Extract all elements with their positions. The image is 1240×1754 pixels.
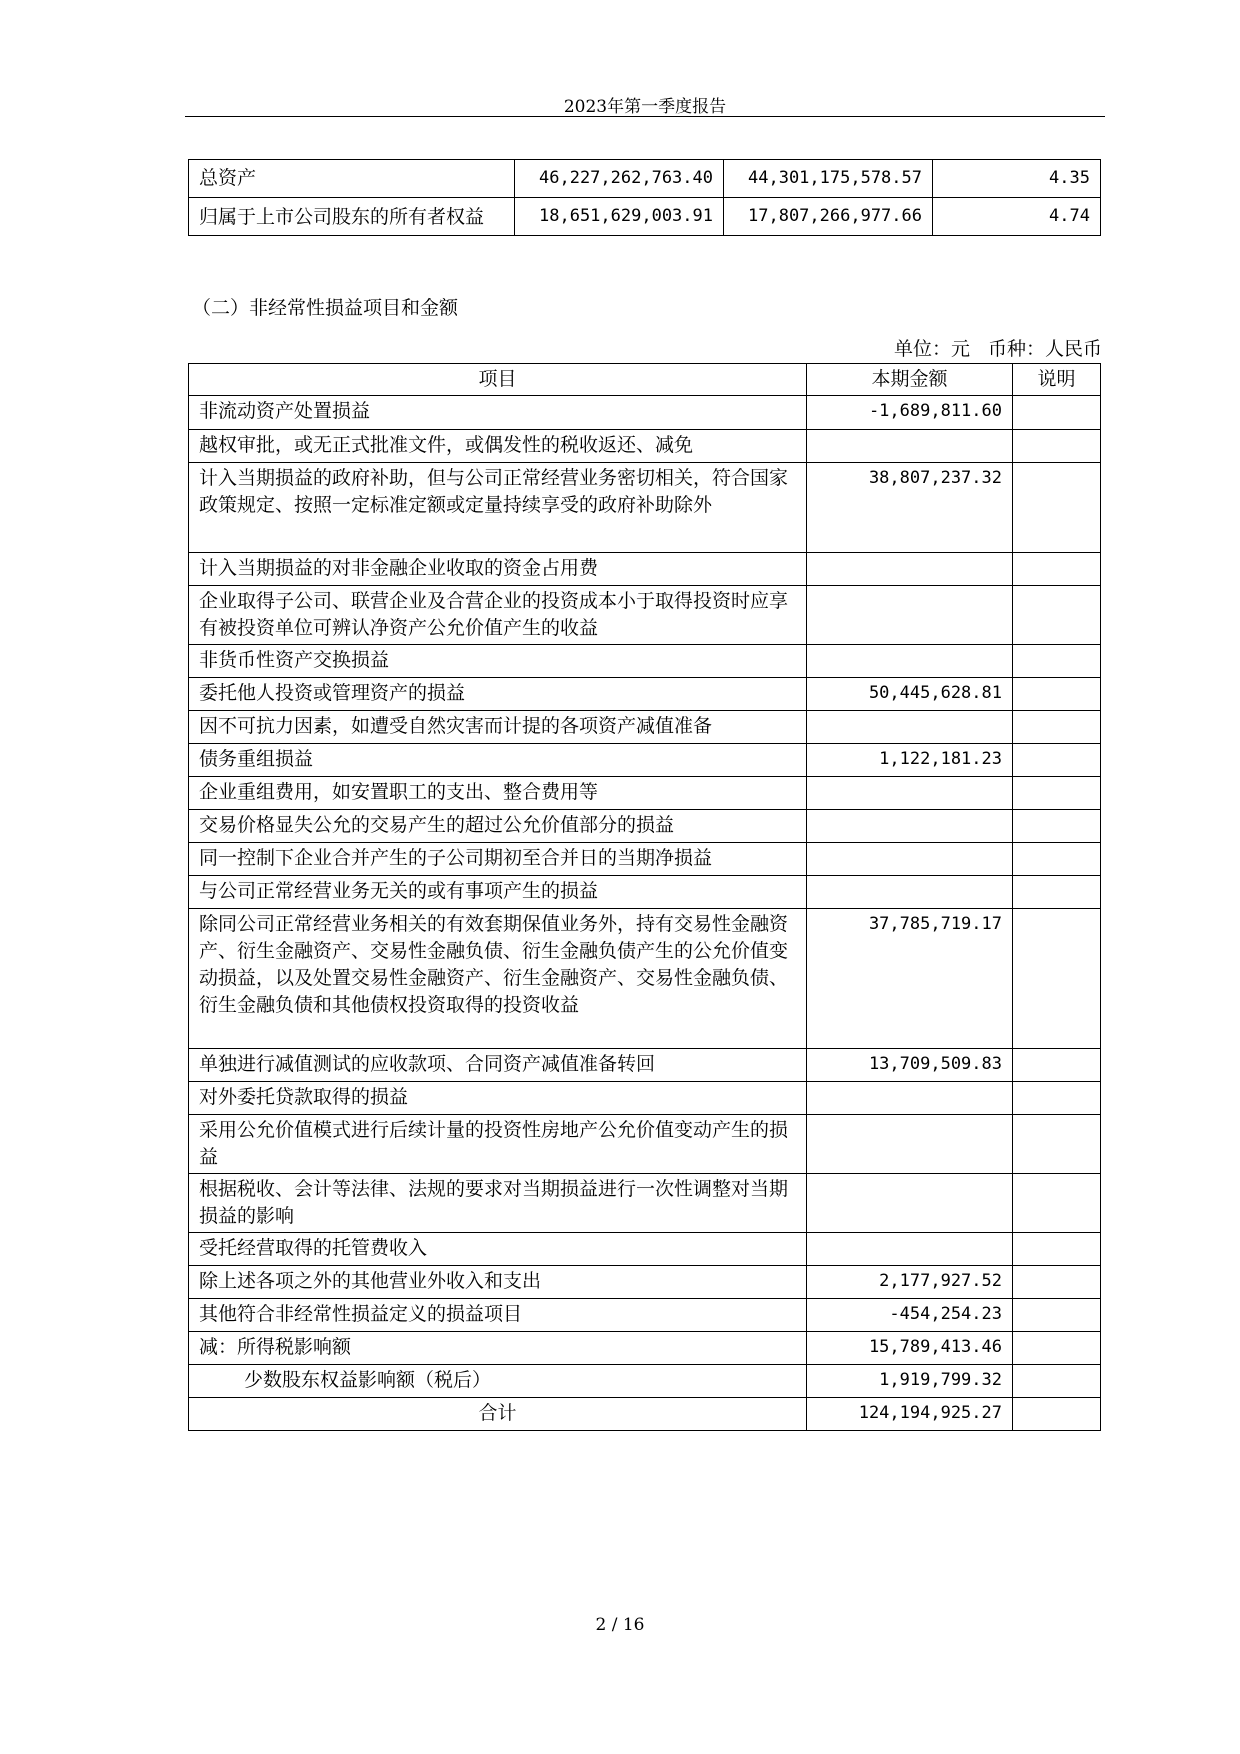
item-cell: 与公司正常经营业务无关的或有事项产生的损益	[189, 876, 807, 909]
table-row	[189, 876, 1101, 909]
note-cell	[1013, 553, 1101, 586]
currency-label: 币种：人民币	[987, 338, 1102, 360]
item-cell: 合计	[189, 1398, 807, 1431]
table-row	[189, 1266, 1101, 1299]
change-percent: 4.74	[933, 198, 1101, 236]
item-cell: 计入当期损益的对非金融企业收取的资金占用费	[189, 553, 807, 586]
table-row	[189, 1299, 1101, 1332]
non-recurring-gains-table	[188, 363, 1101, 1431]
table-row	[189, 430, 1101, 463]
page-header-title: 2023年第一季度报告	[563, 97, 727, 117]
amount-cell	[807, 843, 1013, 876]
table-row	[189, 810, 1101, 843]
section-title: （二）非经常性损益项目和金额	[192, 297, 459, 319]
amount-cell: 37,785,719.17	[807, 909, 1013, 1049]
item-cell: 少数股东权益影响额（税后）	[189, 1365, 807, 1398]
table-header-row	[189, 364, 1101, 396]
table-row	[189, 586, 1101, 645]
header-item: 项目	[189, 364, 807, 396]
note-cell	[1013, 744, 1101, 777]
amount-cell: 1,122,181.23	[807, 744, 1013, 777]
note-cell	[1013, 810, 1101, 843]
amount-cell	[807, 1233, 1013, 1266]
table-row	[189, 1398, 1101, 1431]
table-row	[189, 1049, 1101, 1082]
table-row	[189, 1115, 1101, 1174]
table-row	[189, 777, 1101, 810]
amount-cell: 1,919,799.32	[807, 1365, 1013, 1398]
amount-cell: 50,445,628.81	[807, 678, 1013, 711]
item-cell: 非货币性资产交换损益	[189, 645, 807, 678]
amount-cell	[807, 711, 1013, 744]
table-row	[189, 396, 1101, 430]
table-row	[189, 678, 1101, 711]
note-cell	[1013, 1398, 1101, 1431]
amount-cell	[807, 586, 1013, 645]
current-period-value: 46,227,262,763.40	[515, 160, 724, 198]
item-cell: 单独进行减值测试的应收款项、合同资产减值准备转回	[189, 1049, 807, 1082]
note-cell	[1013, 777, 1101, 810]
amount-cell	[807, 645, 1013, 678]
amount-cell	[807, 553, 1013, 586]
note-cell	[1013, 1049, 1101, 1082]
item-cell: 债务重组损益	[189, 744, 807, 777]
table-row	[189, 463, 1101, 553]
amount-cell: -454,254.23	[807, 1299, 1013, 1332]
item-cell: 其他符合非经常性损益定义的损益项目	[189, 1299, 807, 1332]
item-cell: 同一控制下企业合并产生的子公司期初至合并日的当期净损益	[189, 843, 807, 876]
note-cell	[1013, 1365, 1101, 1398]
table-row	[189, 1365, 1101, 1398]
amount-cell: 15,789,413.46	[807, 1332, 1013, 1365]
table-row	[189, 198, 1101, 236]
amount-cell: 124,194,925.27	[807, 1398, 1013, 1431]
item-cell: 计入当期损益的政府补助，但与公司正常经营业务密切相关，符合国家政策规定、按照一定标准定额或定量持续享受的政府补助除外	[189, 463, 807, 553]
page-number: 2 / 16	[595, 1615, 645, 1635]
item-cell: 越权审批，或无正式批准文件，或偶发性的税收返还、减免	[189, 430, 807, 463]
note-cell	[1013, 645, 1101, 678]
header-amount: 本期金额	[807, 364, 1013, 396]
amount-cell: 2,177,927.52	[807, 1266, 1013, 1299]
table-row	[189, 1233, 1101, 1266]
item-cell: 企业取得子公司、联营企业及合营企业的投资成本小于取得投资时应享有被投资单位可辨认净资产公允价值产生的收益	[189, 586, 807, 645]
amount-cell	[807, 777, 1013, 810]
item-cell: 因不可抗力因素，如遭受自然灾害而计提的各项资产减值准备	[189, 711, 807, 744]
amount-cell	[807, 810, 1013, 843]
table-row	[189, 1082, 1101, 1115]
balance-summary-table	[188, 159, 1101, 236]
note-cell	[1013, 586, 1101, 645]
note-cell	[1013, 1174, 1101, 1233]
note-cell	[1013, 430, 1101, 463]
note-cell	[1013, 396, 1101, 430]
header-note: 说明	[1013, 364, 1101, 396]
item-cell: 非流动资产处置损益	[189, 396, 807, 430]
note-cell	[1013, 1266, 1101, 1299]
table-row	[189, 1174, 1101, 1233]
item-cell: 减：所得税影响额	[189, 1332, 807, 1365]
amount-cell: 38,807,237.32	[807, 463, 1013, 553]
amount-cell: 13,709,509.83	[807, 1049, 1013, 1082]
table-row	[189, 1332, 1101, 1365]
note-cell	[1013, 1082, 1101, 1115]
unit-currency-line	[876, 334, 1102, 361]
note-cell	[1013, 678, 1101, 711]
current-period-value: 18,651,629,003.91	[515, 198, 724, 236]
note-cell	[1013, 463, 1101, 553]
item-cell: 除同公司正常经营业务相关的有效套期保值业务外，持有交易性金融资产、衍生金融资产、交易性金融负债、衍生金融负债产生的公允价值变动损益，以及处置交易性金融资产、衍生金融资产、交易性金融负债、衍生金融负债和其他债权投资取得的投资收益	[189, 909, 807, 1049]
amount-cell	[807, 1115, 1013, 1174]
table-row	[189, 160, 1101, 198]
amount-cell	[807, 430, 1013, 463]
item-cell: 受托经营取得的托管费收入	[189, 1233, 807, 1266]
prior-period-value: 17,807,266,977.66	[724, 198, 933, 236]
unit-label: 单位：元	[893, 338, 970, 360]
table-row	[189, 843, 1101, 876]
table-row	[189, 553, 1101, 586]
prior-period-value: 44,301,175,578.57	[724, 160, 933, 198]
row-label: 归属于上市公司股东的所有者权益	[189, 198, 515, 236]
item-cell: 根据税收、会计等法律、法规的要求对当期损益进行一次性调整对当期损益的影响	[189, 1174, 807, 1233]
note-cell	[1013, 843, 1101, 876]
table-row	[189, 711, 1101, 744]
amount-cell	[807, 1174, 1013, 1233]
table-row	[189, 645, 1101, 678]
note-cell	[1013, 1299, 1101, 1332]
header-divider	[185, 116, 1105, 117]
item-cell: 对外委托贷款取得的损益	[189, 1082, 807, 1115]
change-percent: 4.35	[933, 160, 1101, 198]
amount-cell	[807, 1082, 1013, 1115]
table-row	[189, 744, 1101, 777]
note-cell	[1013, 1332, 1101, 1365]
note-cell	[1013, 1233, 1101, 1266]
amount-cell	[807, 876, 1013, 909]
item-cell: 采用公允价值模式进行后续计量的投资性房地产公允价值变动产生的损益	[189, 1115, 807, 1174]
note-cell	[1013, 909, 1101, 1049]
item-cell: 委托他人投资或管理资产的损益	[189, 678, 807, 711]
item-cell: 企业重组费用，如安置职工的支出、整合费用等	[189, 777, 807, 810]
item-cell: 除上述各项之外的其他营业外收入和支出	[189, 1266, 807, 1299]
item-cell: 交易价格显失公允的交易产生的超过公允价值部分的损益	[189, 810, 807, 843]
note-cell	[1013, 1115, 1101, 1174]
table-row	[189, 909, 1101, 1049]
note-cell	[1013, 876, 1101, 909]
table-body	[189, 396, 1101, 1431]
note-cell	[1013, 711, 1101, 744]
amount-cell: -1,689,811.60	[807, 396, 1013, 430]
row-label: 总资产	[189, 160, 515, 198]
